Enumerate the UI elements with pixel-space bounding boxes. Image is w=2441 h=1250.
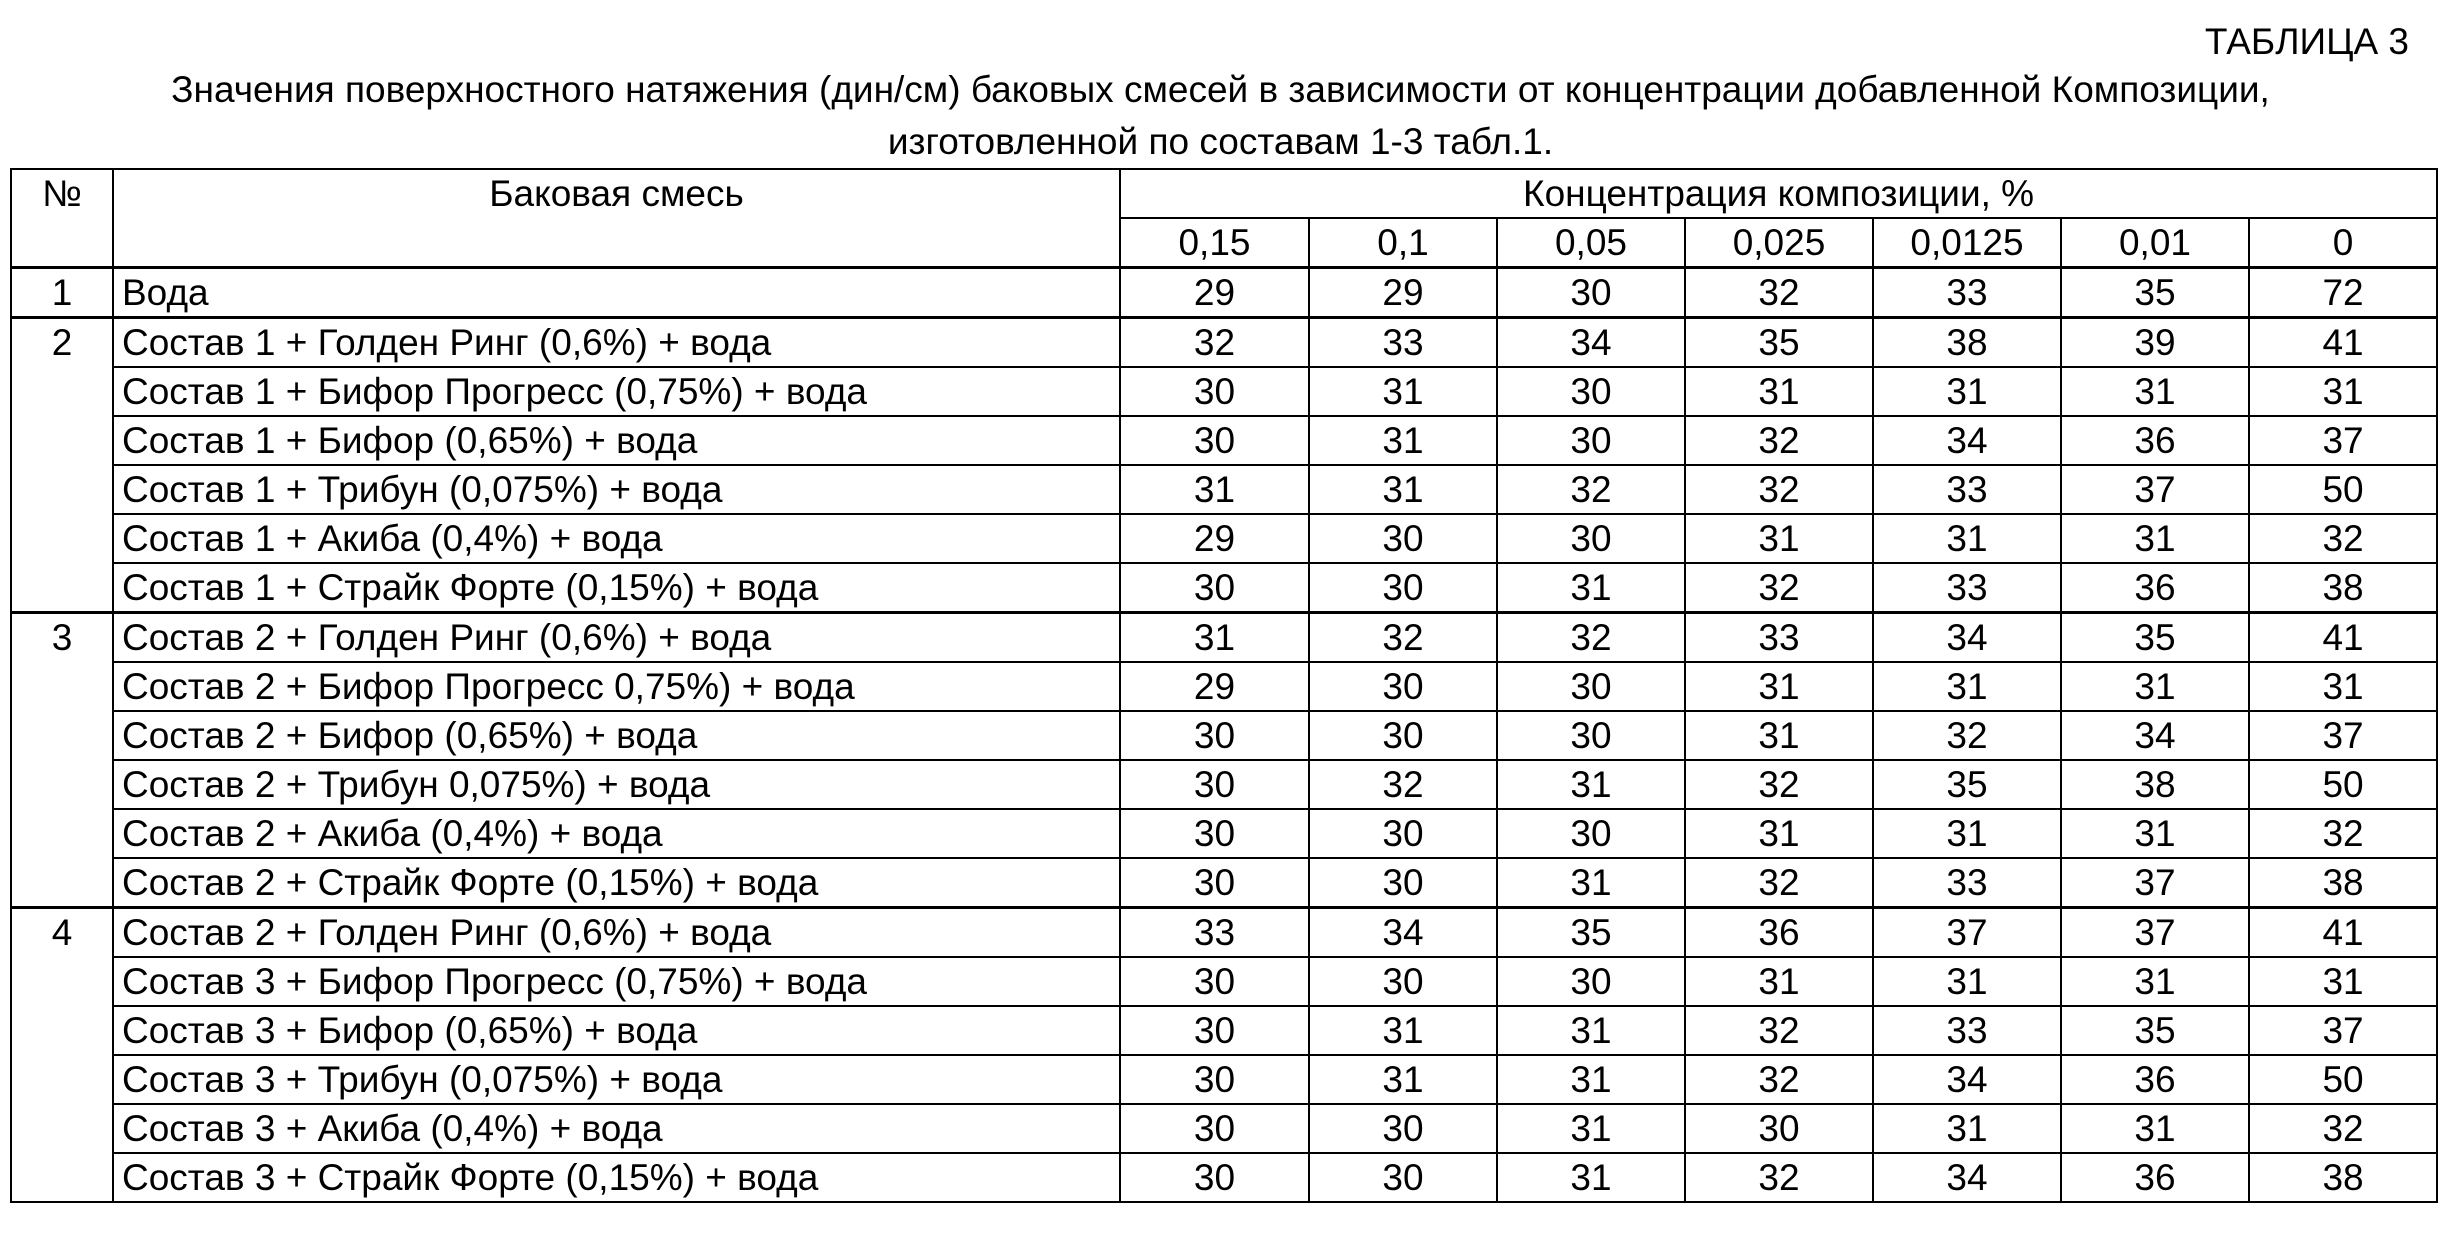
tension-value-cell: 30 [1309, 858, 1497, 908]
tension-value-cell: 35 [2061, 268, 2249, 318]
tension-value-cell: 30 [1309, 514, 1497, 563]
table-row [11, 465, 2437, 514]
tension-value-cell: 30 [1309, 662, 1497, 711]
tension-value-cell: 38 [2249, 563, 2437, 613]
tension-value-cell: 30 [1497, 416, 1685, 465]
tension-value-cell: 31 [1497, 563, 1685, 613]
tension-value-cell: 34 [1873, 1055, 2061, 1104]
group-number: 1 [11, 268, 113, 318]
tension-value-cell: 35 [1497, 908, 1685, 958]
tension-value-cell: 32 [1873, 711, 2061, 760]
header-concentration-value: 0,15 [1120, 218, 1309, 268]
tension-value-cell: 33 [1120, 908, 1309, 958]
tank-mix-cell: Состав 2 + Бифор Прогресс 0,75%) + вода [113, 662, 1120, 711]
tension-value-cell: 33 [1309, 318, 1497, 368]
tension-value-cell: 41 [2249, 613, 2437, 663]
tension-value-cell: 31 [1309, 1055, 1497, 1104]
tension-value-cell: 31 [1497, 858, 1685, 908]
tension-value-cell: 32 [1685, 416, 1873, 465]
tension-value-cell: 34 [1497, 318, 1685, 368]
tension-value-cell: 37 [2249, 711, 2437, 760]
tension-value-cell: 31 [1685, 514, 1873, 563]
tension-value-cell: 31 [1873, 367, 2061, 416]
tension-value-cell: 41 [2249, 908, 2437, 958]
tension-value-cell: 31 [1497, 1153, 1685, 1202]
tension-value-cell: 30 [1309, 809, 1497, 858]
tension-value-cell: 36 [2061, 1153, 2249, 1202]
tension-value-cell: 37 [2061, 858, 2249, 908]
tension-value-cell: 30 [1120, 1153, 1309, 1202]
table-row [11, 563, 2437, 613]
tension-value-cell: 32 [1309, 613, 1497, 663]
tension-value-cell: 31 [1497, 1006, 1685, 1055]
tension-value-cell: 31 [1685, 957, 1873, 1006]
tension-value-cell: 33 [1873, 858, 2061, 908]
tension-value-cell: 32 [1685, 1055, 1873, 1104]
tension-value-cell: 32 [1685, 858, 1873, 908]
tension-value-cell: 30 [1120, 367, 1309, 416]
tension-value-cell: 35 [2061, 613, 2249, 663]
tank-mix-cell: Состав 2 + Трибун 0,075%) + вода [113, 760, 1120, 809]
tension-value-cell: 30 [1120, 809, 1309, 858]
tension-value-cell: 31 [1309, 367, 1497, 416]
tension-value-cell: 31 [1685, 662, 1873, 711]
caption-line-2: изготовленной по составам 1-3 табл.1. [887, 121, 1554, 162]
tension-value-cell: 34 [1873, 1153, 2061, 1202]
header-concentration: Концентрация композиции, % [1120, 169, 2437, 218]
tension-value-cell: 31 [1120, 465, 1309, 514]
table-row [11, 268, 2437, 318]
tension-value-cell: 31 [1497, 1055, 1685, 1104]
tension-value-cell: 37 [1873, 908, 2061, 958]
tank-mix-cell: Состав 1 + Бифор (0,65%) + вода [113, 416, 1120, 465]
tension-value-cell: 30 [1497, 367, 1685, 416]
tension-value-cell: 31 [2249, 367, 2437, 416]
table-row [11, 760, 2437, 809]
tank-mix-cell: Состав 1 + Страйк Форте (0,15%) + вода [113, 563, 1120, 613]
table-row [11, 367, 2437, 416]
header-concentration-value: 0,1 [1309, 218, 1497, 268]
tension-value-cell: 29 [1120, 662, 1309, 711]
tension-value-cell: 31 [1873, 1104, 2061, 1153]
tank-mix-cell: Состав 1 + Голден Ринг (0,6%) + вода [113, 318, 1120, 368]
tension-value-cell: 31 [1497, 760, 1685, 809]
table-row [11, 662, 2437, 711]
header-concentration-value: 0,05 [1497, 218, 1685, 268]
tension-value-cell: 30 [1497, 662, 1685, 711]
tension-value-cell: 30 [1120, 711, 1309, 760]
tension-value-cell: 30 [1120, 416, 1309, 465]
tank-mix-cell: Состав 3 + Страйк Форте (0,15%) + вода [113, 1153, 1120, 1202]
tension-value-cell: 33 [1685, 613, 1873, 663]
tension-value-cell: 30 [1120, 1055, 1309, 1104]
tension-value-cell: 31 [2061, 662, 2249, 711]
table-label: ТАБЛИЦА 3 [2204, 21, 2409, 62]
header-concentration-value: 0,0125 [1873, 218, 2061, 268]
tension-value-cell: 32 [1685, 465, 1873, 514]
tank-mix-cell: Состав 3 + Бифор (0,65%) + вода [113, 1006, 1120, 1055]
table-row [11, 1104, 2437, 1153]
tension-value-cell: 31 [2061, 367, 2249, 416]
table-row [11, 416, 2437, 465]
tension-value-cell: 30 [1497, 711, 1685, 760]
table-row [11, 858, 2437, 908]
tension-value-cell: 30 [1120, 1006, 1309, 1055]
tension-value-cell: 37 [2249, 416, 2437, 465]
group-number: 4 [11, 908, 113, 1203]
tension-value-cell: 33 [1873, 563, 2061, 613]
tank-mix-cell: Состав 2 + Акиба (0,4%) + вода [113, 809, 1120, 858]
tank-mix-cell: Состав 1 + Трибун (0,075%) + вода [113, 465, 1120, 514]
tension-value-cell: 30 [1497, 809, 1685, 858]
tension-value-cell: 30 [1309, 957, 1497, 1006]
tank-mix-cell: Состав 1 + Бифор Прогресс (0,75%) + вода [113, 367, 1120, 416]
tension-value-cell: 32 [2249, 809, 2437, 858]
tension-value-cell: 31 [2061, 809, 2249, 858]
tension-value-cell: 31 [1685, 711, 1873, 760]
tension-value-cell: 34 [1309, 908, 1497, 958]
tension-value-cell: 32 [1685, 563, 1873, 613]
tension-value-cell: 33 [1873, 465, 2061, 514]
tension-value-cell: 29 [1309, 268, 1497, 318]
tension-value-cell: 32 [1497, 613, 1685, 663]
surface-tension-table [10, 168, 2438, 1203]
tension-value-cell: 31 [1309, 1006, 1497, 1055]
tension-value-cell: 35 [2061, 1006, 2249, 1055]
tank-mix-cell: Состав 3 + Акиба (0,4%) + вода [113, 1104, 1120, 1153]
tension-value-cell: 30 [1685, 1104, 1873, 1153]
tension-value-cell: 33 [1873, 268, 2061, 318]
tension-value-cell: 32 [1685, 1006, 1873, 1055]
tension-value-cell: 34 [1873, 416, 2061, 465]
tension-value-cell: 50 [2249, 1055, 2437, 1104]
tension-value-cell: 39 [2061, 318, 2249, 368]
tension-value-cell: 31 [2249, 957, 2437, 1006]
tension-value-cell: 31 [1685, 809, 1873, 858]
tension-value-cell: 30 [1309, 711, 1497, 760]
tank-mix-cell: Состав 2 + Страйк Форте (0,15%) + вода [113, 858, 1120, 908]
tension-value-cell: 30 [1497, 957, 1685, 1006]
tank-mix-cell: Состав 3 + Бифор Прогресс (0,75%) + вода [113, 957, 1120, 1006]
tension-value-cell: 33 [1873, 1006, 2061, 1055]
tension-value-cell: 38 [2249, 1153, 2437, 1202]
tension-value-cell: 32 [1685, 268, 1873, 318]
tension-value-cell: 31 [1685, 367, 1873, 416]
header-concentration-value: 0 [2249, 218, 2437, 268]
tension-value-cell: 41 [2249, 318, 2437, 368]
header-row-1 [11, 169, 2437, 218]
group-number: 2 [11, 318, 113, 613]
tension-value-cell: 32 [1497, 465, 1685, 514]
tension-value-cell: 31 [2061, 514, 2249, 563]
tension-value-cell: 31 [2249, 662, 2437, 711]
table-row [11, 1153, 2437, 1202]
tension-value-cell: 31 [1309, 465, 1497, 514]
tension-value-cell: 35 [1685, 318, 1873, 368]
table-row [11, 1055, 2437, 1104]
tension-value-cell: 30 [1120, 760, 1309, 809]
table-caption [10, 64, 2431, 168]
tension-value-cell: 37 [2249, 1006, 2437, 1055]
tank-mix-cell: Состав 2 + Голден Ринг (0,6%) + вода [113, 613, 1120, 663]
tension-value-cell: 32 [1309, 760, 1497, 809]
tension-value-cell: 34 [1873, 613, 2061, 663]
tension-value-cell: 29 [1120, 268, 1309, 318]
tank-mix-cell: Состав 1 + Акиба (0,4%) + вода [113, 514, 1120, 563]
tension-value-cell: 36 [2061, 1055, 2249, 1104]
tension-value-cell: 31 [1309, 416, 1497, 465]
tension-value-cell: 31 [1873, 957, 2061, 1006]
table-row [11, 1006, 2437, 1055]
table-row [11, 809, 2437, 858]
tension-value-cell: 32 [1120, 318, 1309, 368]
tension-value-cell: 72 [2249, 268, 2437, 318]
tension-value-cell: 30 [1309, 1104, 1497, 1153]
tension-value-cell: 31 [1497, 1104, 1685, 1153]
tension-value-cell: 29 [1120, 514, 1309, 563]
tension-value-cell: 37 [2061, 465, 2249, 514]
tension-value-cell: 30 [1120, 1104, 1309, 1153]
tension-value-cell: 36 [2061, 416, 2249, 465]
tension-value-cell: 31 [1873, 809, 2061, 858]
tension-value-cell: 30 [1309, 1153, 1497, 1202]
tension-value-cell: 37 [2061, 908, 2249, 958]
tension-value-cell: 30 [1497, 514, 1685, 563]
tension-value-cell: 34 [2061, 711, 2249, 760]
header-concentration-value: 0,01 [2061, 218, 2249, 268]
tension-value-cell: 31 [2061, 957, 2249, 1006]
tension-value-cell: 30 [1309, 563, 1497, 613]
table-row [11, 711, 2437, 760]
group-number: 3 [11, 613, 113, 908]
tension-value-cell: 38 [2249, 858, 2437, 908]
tension-value-cell: 38 [1873, 318, 2061, 368]
tension-value-cell: 50 [2249, 465, 2437, 514]
caption-line-1: Значения поверхностного натяжения (дин/см) баковых смесей в зависимости от концентрации добавленной Композиции, [171, 69, 2270, 110]
tension-value-cell: 32 [2249, 1104, 2437, 1153]
table-row [11, 514, 2437, 563]
tank-mix-cell: Вода [113, 268, 1120, 318]
tension-value-cell: 38 [2061, 760, 2249, 809]
tension-value-cell: 36 [1685, 908, 1873, 958]
tension-value-cell: 31 [1873, 514, 2061, 563]
tank-mix-cell: Состав 3 + Трибун (0,075%) + вода [113, 1055, 1120, 1104]
tension-value-cell: 31 [1120, 613, 1309, 663]
header-concentration-value: 0,025 [1685, 218, 1873, 268]
tension-value-cell: 35 [1873, 760, 2061, 809]
table-row [11, 957, 2437, 1006]
tension-value-cell: 31 [2061, 1104, 2249, 1153]
header-number: № [11, 169, 113, 268]
table-row [11, 318, 2437, 368]
tension-value-cell: 31 [1873, 662, 2061, 711]
tension-value-cell: 36 [2061, 563, 2249, 613]
tension-value-cell: 32 [2249, 514, 2437, 563]
tension-value-cell: 32 [1685, 760, 1873, 809]
tension-value-cell: 32 [1685, 1153, 1873, 1202]
tension-value-cell: 30 [1120, 563, 1309, 613]
tension-value-cell: 30 [1120, 858, 1309, 908]
tension-value-cell: 50 [2249, 760, 2437, 809]
tension-value-cell: 30 [1120, 957, 1309, 1006]
table-row [11, 613, 2437, 663]
header-mix: Баковая смесь [113, 169, 1120, 268]
tank-mix-cell: Состав 2 + Бифор (0,65%) + вода [113, 711, 1120, 760]
table-row [11, 908, 2437, 958]
tank-mix-cell: Состав 2 + Голден Ринг (0,6%) + вода [113, 908, 1120, 958]
tension-value-cell: 30 [1497, 268, 1685, 318]
